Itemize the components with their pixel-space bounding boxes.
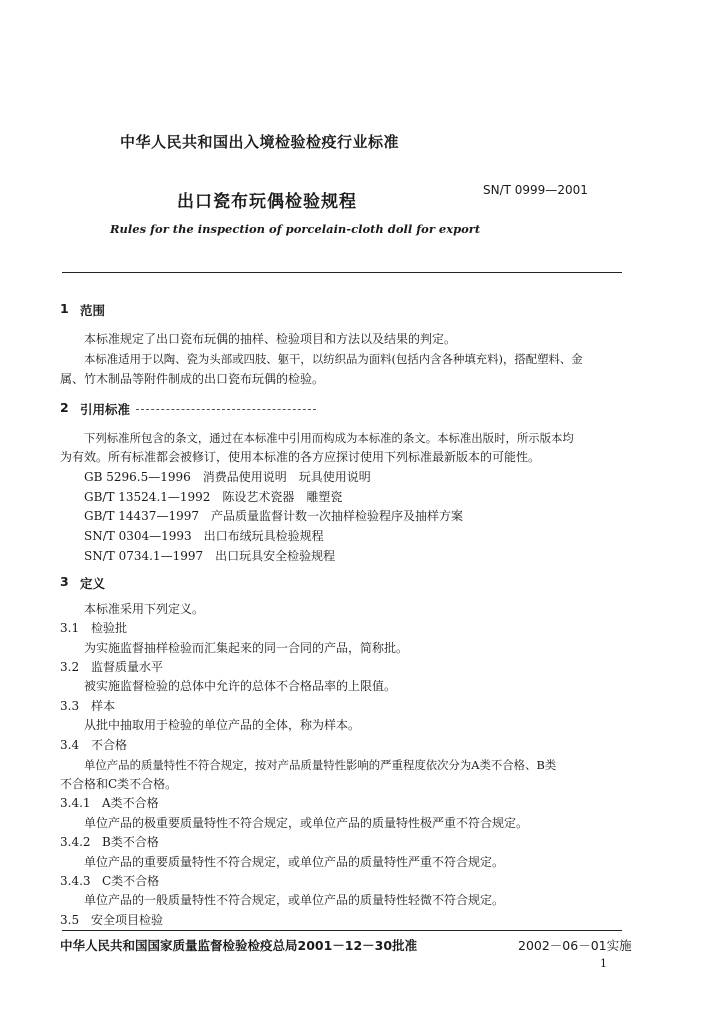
definition-term: 监督质量水平	[91, 660, 164, 674]
section-2-number: 2	[60, 400, 69, 415]
standard-number: SN/T 0999—2001	[483, 183, 588, 197]
header-rule	[62, 272, 622, 273]
definition-number: 3.2	[60, 660, 80, 674]
section-3-intro: 本标准采用下列定义。	[84, 602, 205, 616]
section-2-paragraph-line-1: 下列标准所包含的条文，通过在本标准中引用而构成为本标准的条文。本标准出版时，所示版本均	[84, 431, 574, 445]
definition-term: A类不合格	[102, 796, 159, 810]
section-2-paragraph-line-2: 为有效。所有标准都会被修订，使用本标准的各方应探讨使用下列标准最新版本的可能性。	[60, 450, 541, 464]
reference-item: GB 5296.5—1996 消费品使用说明 玩具使用说明	[84, 470, 371, 484]
section-1-number: 1	[60, 301, 69, 316]
definition-term: 检验批	[91, 621, 128, 635]
approval-line: 中华人民共和国国家质量监督检验检疫总局2001－12－30批准	[60, 938, 418, 953]
definition-number: 3.4.3	[60, 874, 91, 888]
definition-term: C类不合格	[102, 874, 160, 888]
definition-text: 为实施监督抽样检验而汇集起来的同一合同的产品，简称批。	[84, 641, 409, 655]
definition-number: 3.4	[60, 738, 80, 752]
definition-text: 单位产品的极重要质量特性不符合规定，或单位产品的质量特性极严重不符合规定。	[84, 816, 529, 830]
definition-text: 从批中抽取用于检验的单位产品的全体，称为样本。	[84, 718, 361, 732]
implementation-date: 2002－06－01实施	[518, 938, 632, 953]
definition-text-line-1: 单位产品的质量特性不符合规定，按对产品质量特性影响的严重程度依次分为A类不合格、B类	[84, 758, 557, 772]
section-2-heading: 引用标准	[80, 402, 131, 417]
definition-number: 3.4.2	[60, 835, 91, 849]
document-title-cn: 出口瓷布玩偶检验规程	[177, 192, 357, 212]
definition-number: 3.5	[60, 913, 80, 927]
page-number: 1	[600, 957, 607, 970]
footer-rule	[62, 930, 622, 931]
reference-item: GB/T 13524.1—1992 陈设艺术瓷器 雕塑瓷	[84, 490, 343, 504]
section-2-dotted-leader	[136, 409, 316, 410]
definition-number: 3.4.1	[60, 796, 91, 810]
definition-text-line-2: 不合格和C类不合格。	[60, 777, 178, 791]
section-1-heading: 范围	[80, 303, 106, 318]
section-1-paragraph-2-line-2: 属、竹木制品等附件制成的出口瓷布玩偶的检验。	[60, 372, 325, 386]
definition-text: 单位产品的重要质量特性不符合规定，或单位产品的质量特性严重不符合规定。	[84, 855, 505, 869]
section-3-number: 3	[60, 574, 69, 589]
definition-term: 样本	[91, 699, 116, 713]
definition-text: 被实施监督检验的总体中允许的总体不合格品率的上限值。	[84, 679, 397, 693]
definition-term: B类不合格	[102, 835, 159, 849]
definition-term: 安全项目检验	[91, 913, 164, 927]
section-3-heading: 定义	[80, 576, 106, 591]
section-1-paragraph-2-line-1: 本标准适用于以陶、瓷为头部或四肢、躯干，以纺织品为面料(包括内含各种填充料)，搭配塑料、金	[84, 352, 583, 366]
definition-number: 3.3	[60, 699, 80, 713]
reference-item: GB/T 14437—1997 产品质量监督计数一次抽样检验程序及抽样方案	[84, 509, 463, 523]
document-title-en: Rules for the inspection of porcelain-cloth doll for export	[110, 222, 481, 236]
reference-item: SN/T 0734.1—1997 出口玩具安全检验规程	[84, 549, 336, 563]
section-1-paragraph-1: 本标准规定了出口瓷布玩偶的抽样、检验项目和方法以及结果的判定。	[84, 332, 457, 346]
industry-standard-title: 中华人民共和国出入境检验检疫行业标准	[120, 133, 400, 151]
definition-term: 不合格	[91, 738, 128, 752]
definition-number: 3.1	[60, 621, 80, 635]
reference-item: SN/T 0304—1993 出口布绒玩具检验规程	[84, 529, 324, 543]
definition-text: 单位产品的一般质量特性不符合规定，或单位产品的质量特性轻微不符合规定。	[84, 893, 505, 907]
